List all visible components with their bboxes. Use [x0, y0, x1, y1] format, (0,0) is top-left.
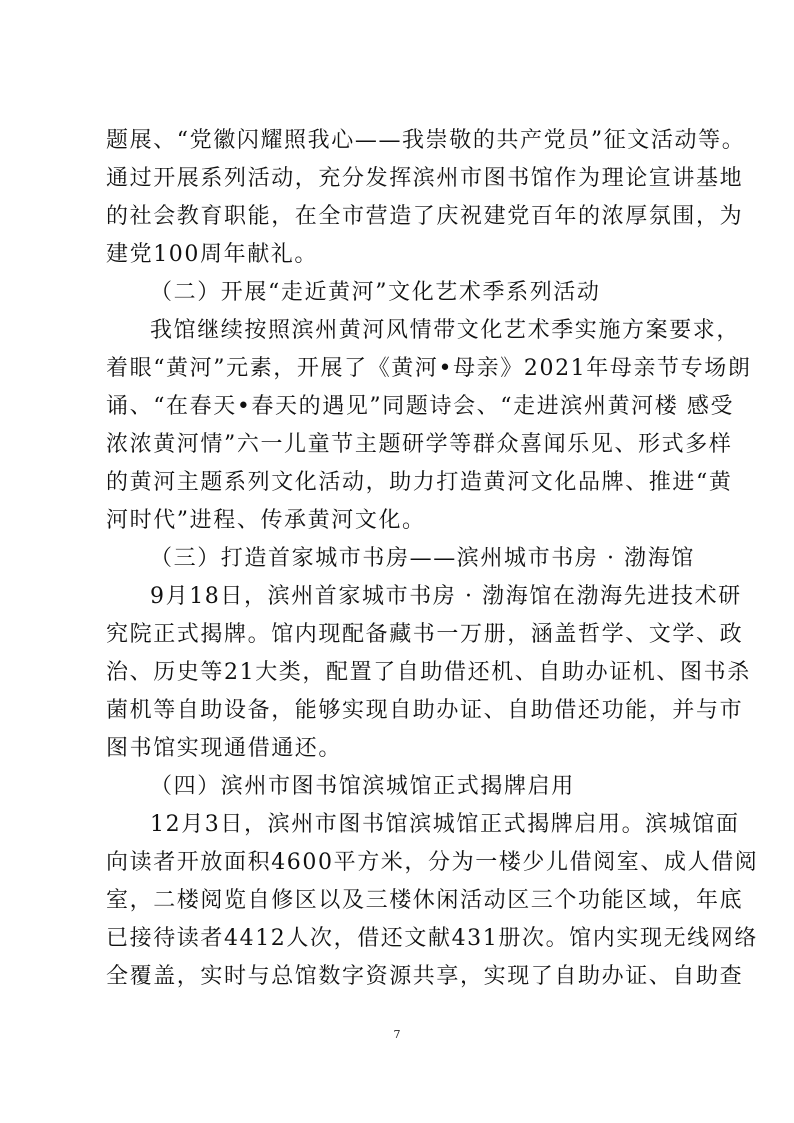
body-line-4: 建党100周年献礼。: [106, 242, 318, 267]
body-line-21: 室，二楼阅览自修区以及三楼休闲活动区三个功能区域，年底: [106, 888, 744, 913]
body-line-10: 的黄河主题系列文化活动，助力打造黄河文化品牌、推进“黄: [106, 470, 733, 495]
body-line-20: 向读者开放面积4600平方米，分为一楼少儿借阅室、成人借阅: [106, 850, 759, 875]
body-line-7: 着眼“黄河”元素，开展了《黄河•母亲》2021年母亲节专场朗: [106, 356, 752, 381]
body-line-13: 9月18日，滨州首家城市书房 · 渤海馆在渤海先进技术研: [150, 584, 742, 609]
section-heading-3: （三）打造首家城市书房——滨州城市书房 · 渤海馆: [150, 546, 695, 571]
body-line-9: 浓浓黄河情”六一儿童节主题研学等群众喜闻乐见、形式多样: [106, 432, 733, 457]
body-line-1: 题展、“党徽闪耀照我心——我崇敬的共产党员”征文活动等。: [106, 128, 746, 153]
body-line-8: 诵、“在春天•春天的遇见”同题诗会、“走进滨州黄河楼 感受: [106, 394, 735, 419]
body-line-16: 菌机等自助设备，能够实现自助办证、自助借还功能，并与市: [106, 698, 744, 723]
body-line-22: 已接待读者4412人次，借还文献431册次。馆内实现无线网络: [106, 926, 758, 951]
body-line-23: 全覆盖，实时与总馆数字资源共享，实现了自助办证、自助查: [106, 964, 744, 989]
body-line-6: 我馆继续按照滨州黄河风情带文化艺术季实施方案要求，: [150, 318, 741, 343]
body-line-14: 究院正式揭牌。馆内现配备藏书一万册，涵盖哲学、文学、政: [106, 622, 744, 647]
section-heading-4: （四）滨州市图书馆滨城馆正式揭牌启用: [150, 774, 575, 799]
body-line-3: 的社会教育职能，在全市营造了庆祝建党百年的浓厚氛围，为: [106, 204, 744, 229]
body-line-17: 图书馆实现通借通还。: [106, 736, 343, 761]
page-number: 7: [393, 1028, 401, 1041]
body-line-19: 12月3日，滨州市图书馆滨城馆正式揭牌启用。滨城馆面: [150, 812, 740, 837]
body-line-15: 治、历史等21大类，配置了自助借还机、自助办证机、图书杀: [106, 660, 751, 685]
section-heading-2: （二）开展“走近黄河”文化艺术季系列活动: [150, 280, 601, 305]
body-line-11: 河时代”进程、传承黄河文化。: [106, 508, 426, 533]
body-line-2: 通过开展系列活动，充分发挥滨州市图书馆作为理论宣讲基地: [106, 166, 744, 191]
